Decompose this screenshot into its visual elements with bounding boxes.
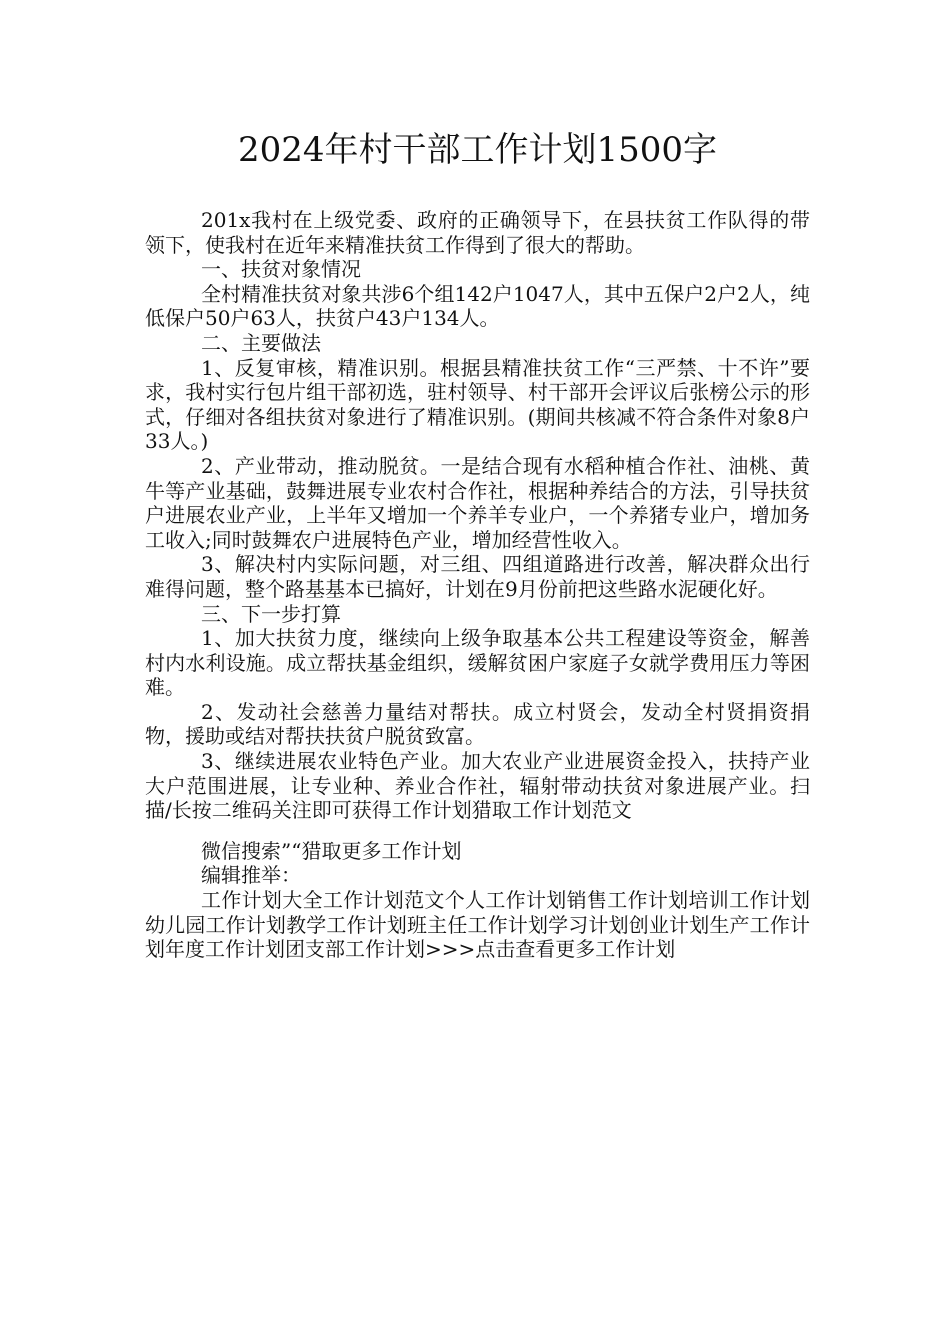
recommend-links-paragraph: 工作计划大全工作计划范文个人工作计划销售工作计划培训工作计划幼儿园工作计划教学工作计划班主任工作计划学习计划创业计划生产工作计划年度工作计划团支部工作计划>>>点击查看更多工作计划 — [145, 888, 810, 962]
intro-paragraph: 201x我村在上级党委、政府的正确领导下，在县扶贫工作队得的带领下，使我村在近年来精准扶贫工作得到了很大的帮助。 — [145, 208, 810, 257]
document-page — [145, 128, 810, 962]
document-body — [145, 208, 810, 962]
next-step-item-2: 2、发动社会慈善力量结对帮扶。成立村贤会，发动全村贤捐资捐物，援助或结对帮扶扶贫户脱贫致富。 — [145, 699, 810, 749]
practice-item-3: 3、解决村内实际问题，对三组、四组道路进行改善，解决群众出行难得问题，整个路基基本已搞好，计划在9月份前把这些路水泥硬化好。 — [145, 552, 810, 601]
practice-item-2: 2、产业带动，推动脱贫。一是结合现有水稻种植合作社、油桃、黄牛等产业基础，鼓舞进展专业农村合作社，根据种养结合的方法，引导扶贫户进展农业产业，上半年又增加一个养羊专业户，一个养猪专业户，增加务工收入;同时鼓舞农户进展特色产业，增加经营性收入。 — [145, 453, 810, 552]
poverty-targets-paragraph: 全村精准扶贫对象共涉6个组142户1047人，其中五保户2户2人，纯低保户50户63人，扶贫户43户134人。 — [145, 281, 810, 331]
next-step-item-3: 3、继续进展农业特色产业。加大农业产业进展资金投入，扶持产业大户范围进展，让专业种、养业合作社，辐射带动扶贫对象进展产业。扫描/长按二维码关注即可获得工作计划猎取工作计划范文 — [145, 749, 810, 823]
next-step-item-1: 1、加大扶贫力度，继续向上级争取基本公共工程建设等资金，解善村内水利设施。成立帮扶基金组织，缓解贫困户家庭子女就学费用压力等困难。 — [145, 626, 810, 700]
practice-item-1: 1、反复审核，精准识别。根据县精准扶贫工作“三严禁、十不许”要求，我村实行包片组干部初选，驻村领导、村干部开会评议后张榜公示的形式，仔细对各组扶贫对象进行了精准识别。(期间共核减不符合条件对象8户33人。) — [145, 355, 810, 454]
editor-recommend-label: 编辑推举： — [201, 863, 301, 888]
section-heading-poverty-targets: 一、扶贫对象情况 — [201, 257, 361, 282]
wechat-search-line: 微信搜索”“猎取更多工作计划 — [201, 838, 462, 863]
document-title: 2024年村干部工作计划1500字 — [237, 130, 718, 170]
section-heading-main-practices: 二、主要做法 — [201, 330, 321, 355]
section-heading-next-steps: 三、下一步打算 — [201, 601, 341, 626]
